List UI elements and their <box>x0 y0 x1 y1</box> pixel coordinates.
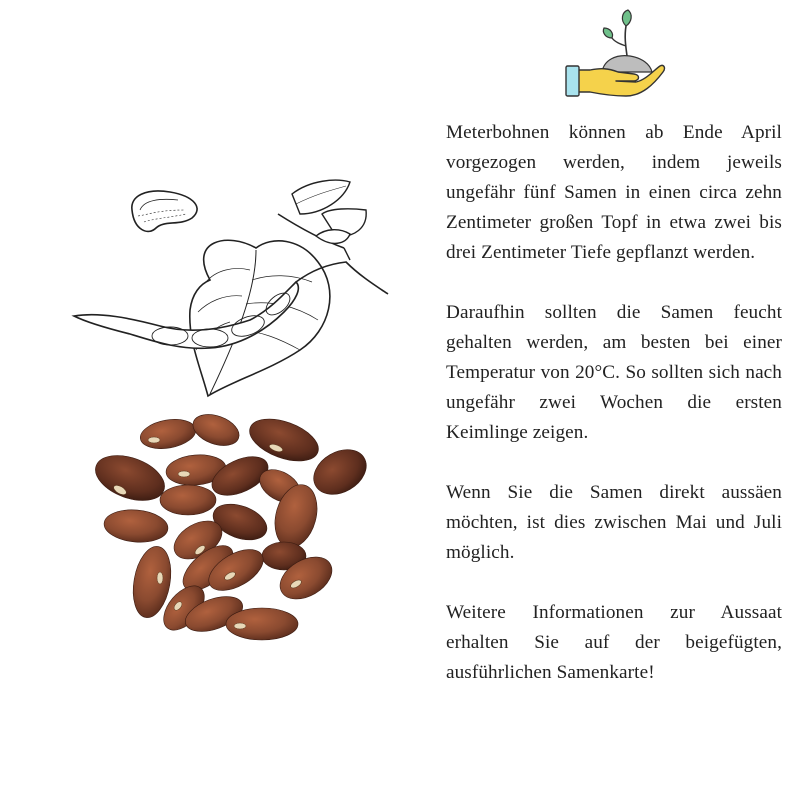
paragraph-more-info: Weitere Informationen zur Aussaat erhalten Sie auf der beigefügten, ausführlichen Samenkarte! <box>446 602 782 683</box>
hand-holding-seedling-icon <box>560 8 670 103</box>
paragraph-direct-sowing: Wenn Sie die Samen direkt aussäen möchten, ist dies zwischen Mai und Juli möglich. <box>446 482 782 563</box>
bean-plant-illustration <box>60 170 400 410</box>
paragraph-sowing: Meterbohnen können ab Ende April vorgezogen werden, indem jeweils ungefähr fünf Samen in einen circa zehn Zentimeter großen Topf in etwa zwei bis drei Zentimeter Tiefe gepflanzt werden. <box>446 122 782 263</box>
single-bean-drawing <box>132 191 197 231</box>
paragraph-germination: Daraufhin sollten die Samen feucht gehalten werden, am besten bei einer Temperatur von 20°C. So sollten sich nach ungefähr zwei Wochen die ersten Keimlinge zeigen. <box>446 302 782 443</box>
seed-instructions <box>446 118 782 688</box>
beans-photo <box>80 400 380 650</box>
